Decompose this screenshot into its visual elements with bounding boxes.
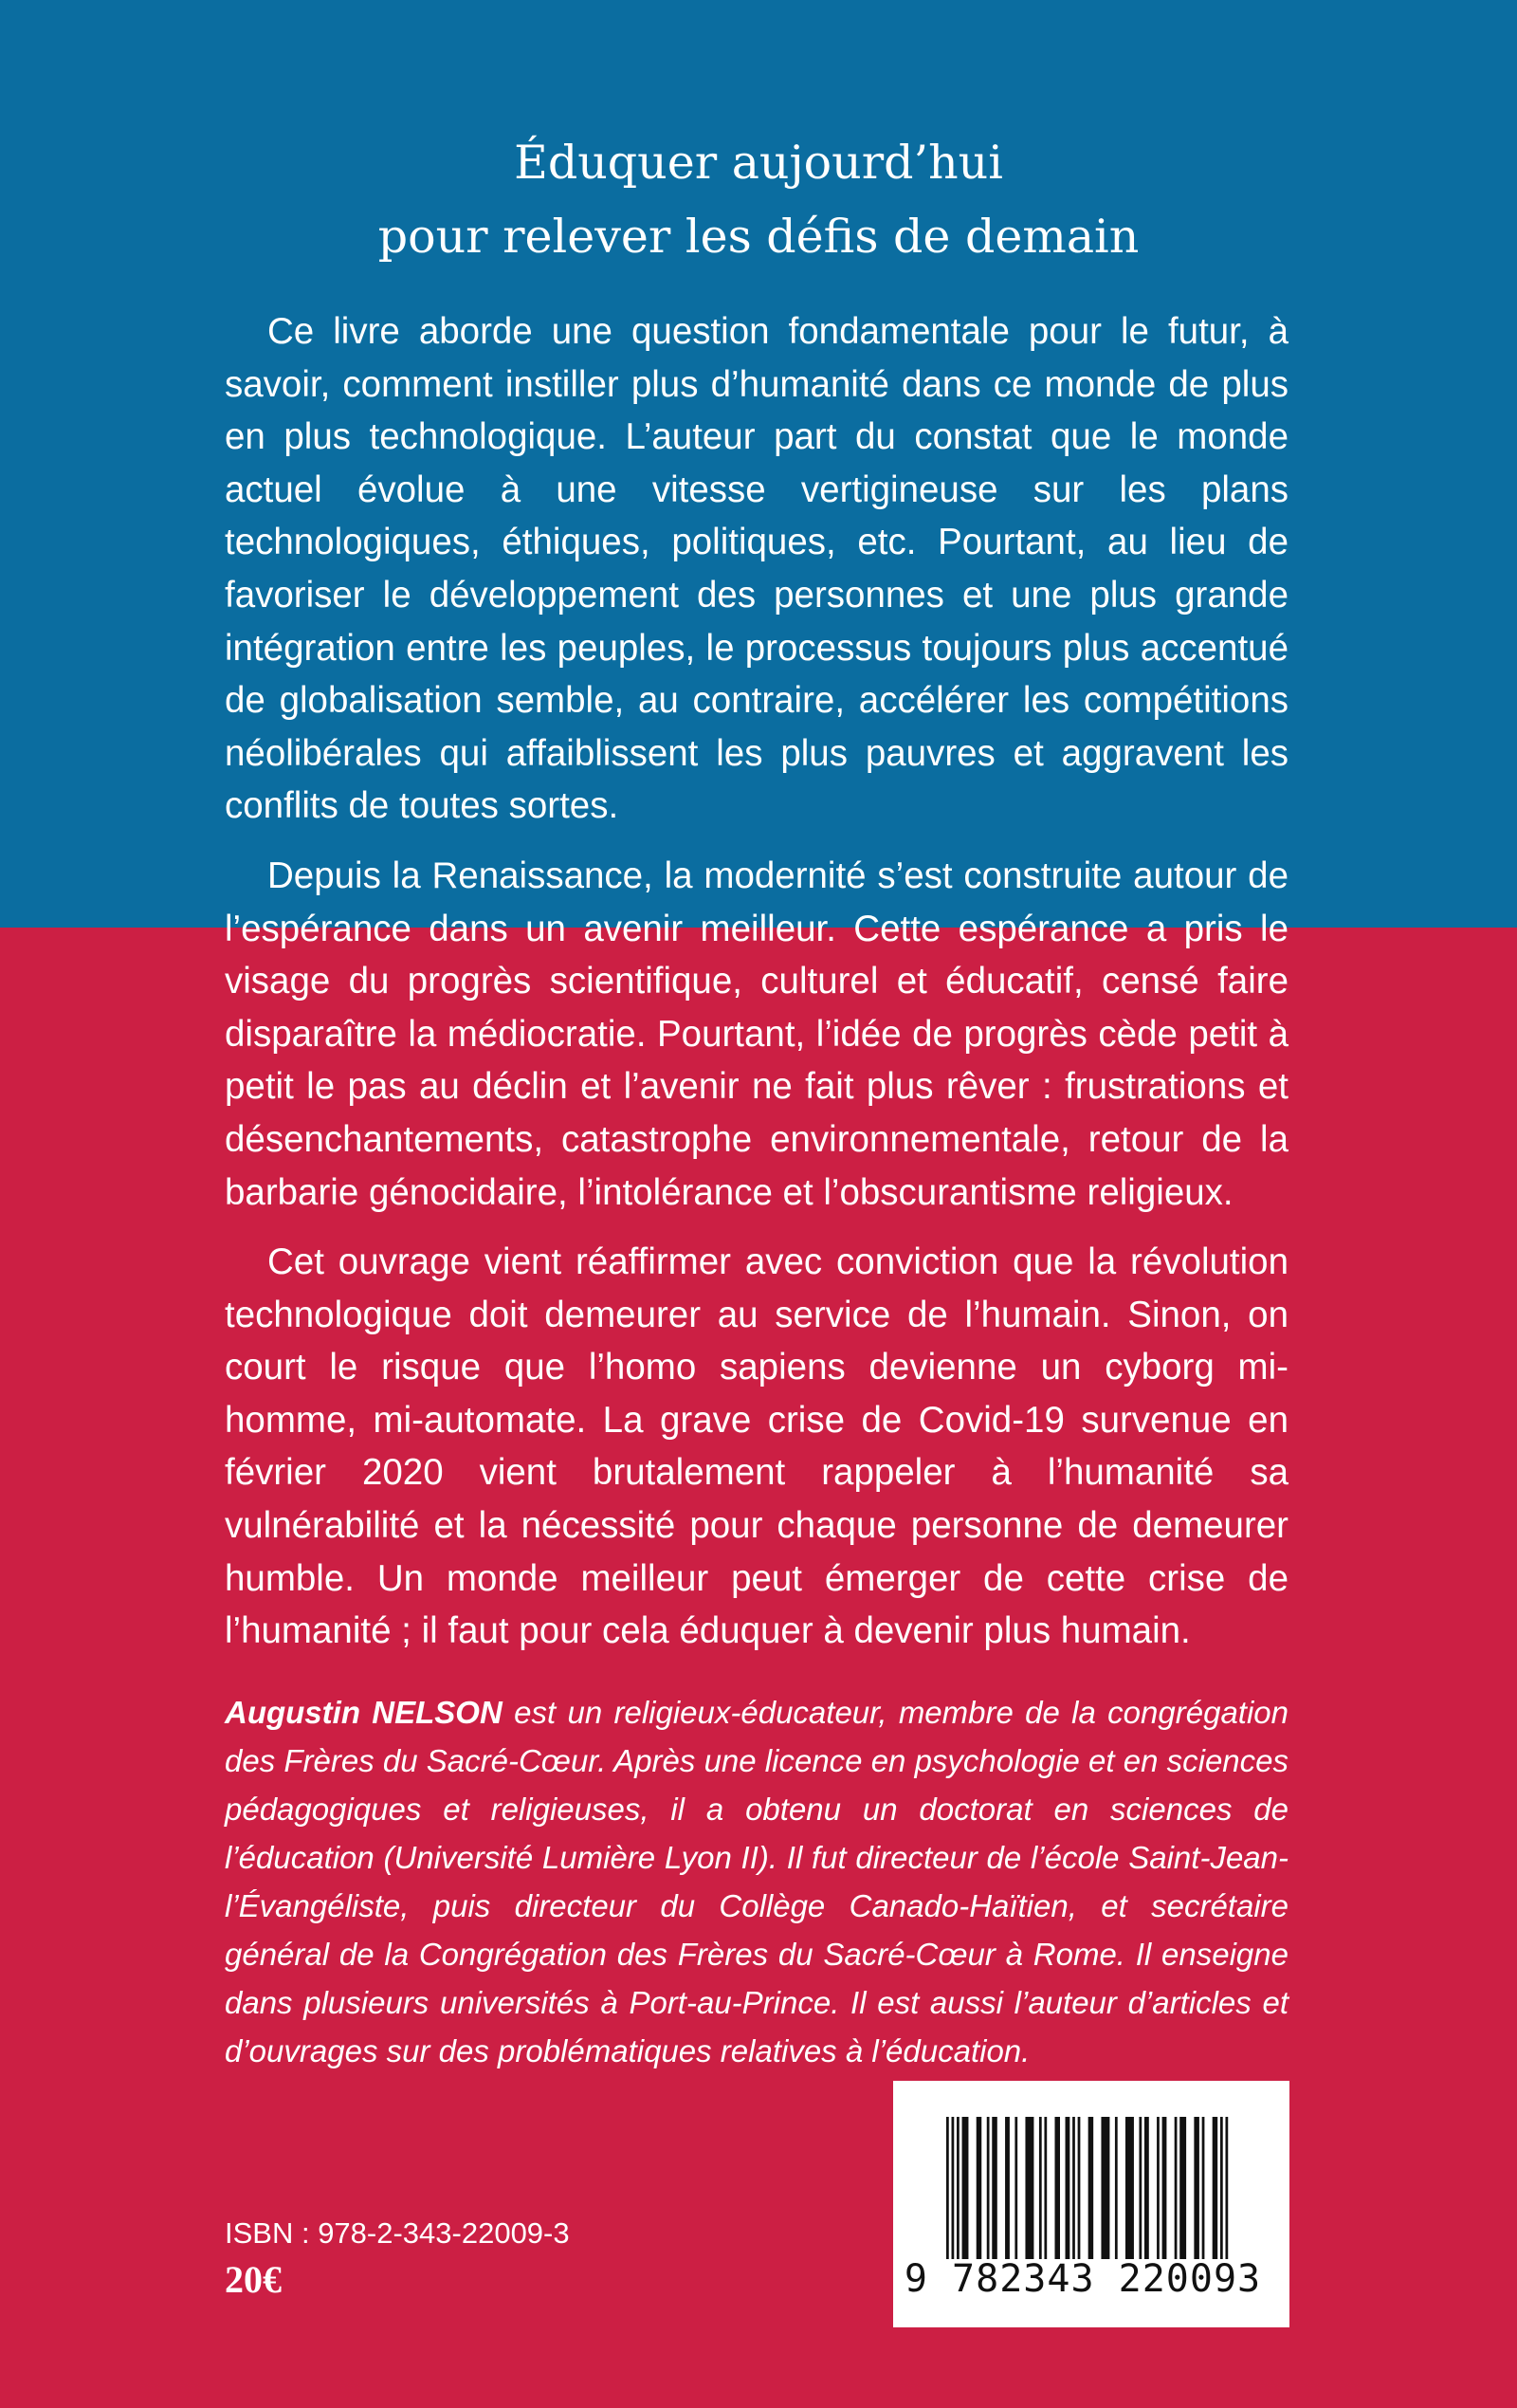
barcode-bar [1088,2117,1094,2259]
barcode-bar [946,2117,949,2259]
title-line-2: pour relever les défis de demain [377,209,1140,264]
barcode-bar [1054,2117,1060,2259]
barcode-bar [1225,2117,1228,2259]
author-bio [225,1688,1289,2075]
barcode-bar [987,2117,990,2259]
barcode-bar [1139,2117,1142,2259]
barcode-bar [1175,2117,1178,2259]
barcode-digits: 9 782343 220093 [904,2257,1262,2301]
barcode-bar [1144,2117,1149,2259]
barcode-bar [1194,2117,1199,2259]
barcode-bar [1025,2117,1033,2259]
barcode-bar [1101,2117,1109,2259]
barcode-bar [1220,2117,1223,2259]
author-name: Augustin NELSON [225,1695,503,1730]
barcode-bar [1157,2117,1160,2259]
barcode-bar [1005,2117,1010,2259]
barcode-bar [1039,2117,1042,2259]
barcode-bar [1044,2117,1047,2259]
blurb-paragraph-1: Ce livre aborde une question fondamentale pour le futur, à savoir, comment instiller plus d’humanité dans ce monde de plus en plus technologique. L’auteur part du constat que le monde actuel évolue à une vitesse vertigineuse sur les plans technologiques, éthiques, politiques, etc. Pourtant, au lieu de favoriser le développement des personnes et une plus grande intégration entre les peuples, le processus toujours plus accentué de globalisation semble, au contraire, accélérer les compétitions néolibérales qui affaiblissent les plus pauvres et aggravent les conflits de toutes sortes. [225,311,1289,827]
blurb-paragraph-3: Cet ouvrage vient réaffirmer avec conviction que la révolution technologique doit demeurer au service de l’humain. Sinon, on court le risque que l’homo sapiens devienne un cyborg mi-homme, mi-automate. La grave crise de Covid-19 survenue en février 2020 vient brutalement rappeler à l’humanité sa vulnérabilité et la nécessité pour chaque personne de demeurer humble. Un monde meilleur peut émerger de cette crise de l’humanité ; il faut pour cela éduquer à devenir plus humain. [225,1241,1289,1652]
barcode-bar [1072,2117,1075,2259]
barcode-bar [1078,2117,1081,2259]
barcode-bar [1115,2117,1118,2259]
book-title [0,126,1517,274]
barcode-bar [952,2117,955,2259]
barcode [893,2081,1289,2327]
barcode-bars [946,2117,1231,2259]
barcode-bar [1066,2117,1070,2259]
barcode-bar [1125,2117,1134,2259]
barcode-bar [957,2117,960,2259]
barcode-bar [1213,2117,1218,2259]
barcode-bar [977,2117,982,2259]
title-line-1: Éduquer aujourd’hui [514,135,1003,190]
price: 20€ [225,2258,282,2301]
blurb [225,305,1289,1675]
barcode-bar [1179,2117,1186,2259]
barcode-bar [992,2117,997,2259]
barcode-bar [1202,2117,1205,2259]
isbn: ISBN : 978-2-343-22009-3 [225,2216,570,2250]
author-bio-text: est un religieux-éducateur, membre de la congrégation des Frères du Sacré-Cœur. Après une licence en psychologie et en sciences pédagogiques et religieuses, il a obtenu un doctorat en sciences de l’éducation (Université Lumière Lyon II). Il fut directeur de l’école Saint-Jean-l’Évangéliste, puis directeur du Collège Canado-Haïtien, et secrétaire général de la Congrégation des Frères du Sacré-Cœur à Rome. Il enseigne dans plusieurs universités à Port-au-Prince. Il est aussi l’auteur d’articles et d’ouvrages sur des problématiques relatives à l’éducation. [225,1695,1289,2068]
barcode-bar [1162,2117,1167,2259]
barcode-bar [1014,2117,1017,2259]
barcode-bar [962,2117,969,2259]
blurb-paragraph-2: Depuis la Renaissance, la modernité s’est construite autour de l’espérance dans un avenir meilleur. Cette espérance a pris le visage du progrès scientifique, culturel et éducatif, censé faire disparaître la médiocratie. Pourtant, l’idée de progrès cède petit à petit le pas au déclin et l’avenir ne fait plus rêver : frustrations et désenchantements, catastrophe environnementale, retour de la barbarie génocidaire, l’intolérance et l’obscurantisme religieux. [225,855,1289,1213]
